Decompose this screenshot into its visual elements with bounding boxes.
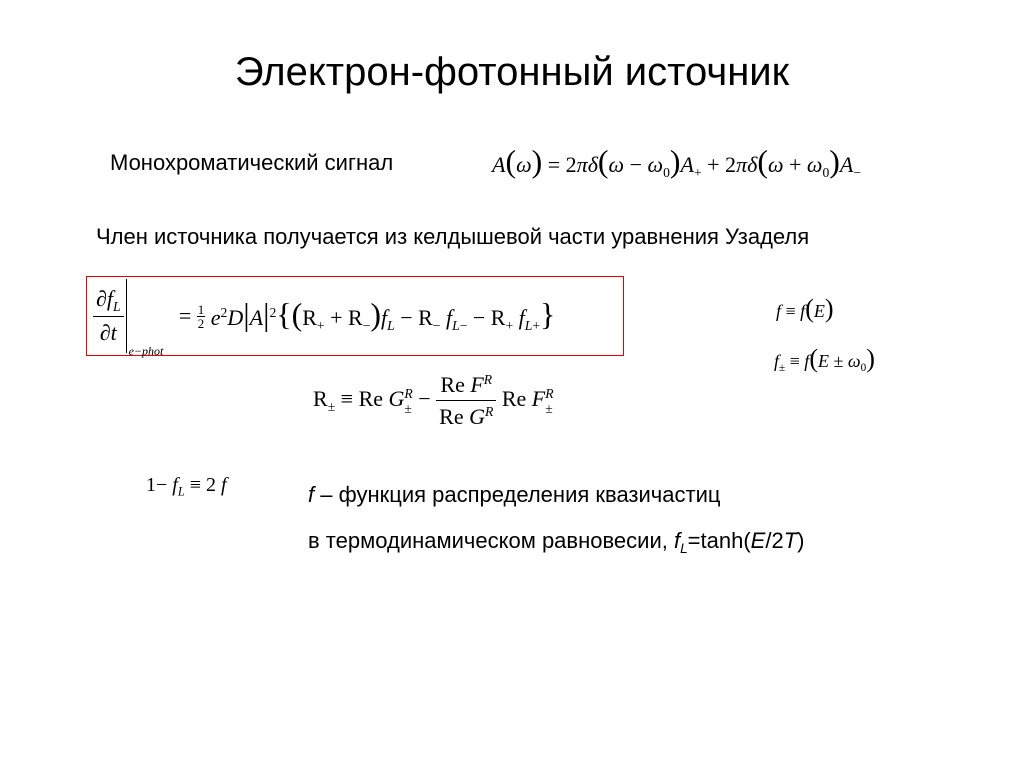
source-term-text: Член источника получается из келдышевой части уравнения Узаделя: [96, 224, 810, 249]
source-term-formula: $\frac{\partial f_L}{\partial t}$ e−phot = $\frac{1}{2}$ $e^2D|A|^2\{(R_+ + R_-)f_L - R_-$ $f_{L-} - R_+$ $f_{L+}$}: [93, 279, 555, 359]
formula-r-pm: $R_\pm \equiv Re$ G R ± − $\frac{Re F^R}{Re G^R}$ Re F R ±: [313, 372, 554, 430]
eq-close: ): [797, 528, 805, 553]
eq-slash: /2: [765, 528, 784, 553]
eq-E: E: [750, 528, 766, 553]
mono-signal-label: Монохроматический сигнал: [110, 150, 394, 175]
eq-mid: =tanh(: [687, 528, 751, 553]
formula-a-omega: $A(\omega) = 2\pi\delta(\omega - \omega_0)A_+ + 2\pi\delta(\omega + \omega_0)A_-$: [492, 144, 862, 180]
eq-T: T: [783, 528, 798, 553]
source-term-formula-box: [86, 276, 624, 359]
f-symbol: f: [308, 482, 315, 507]
distribution-function-desc: – функция распределения квазичастиц: [314, 482, 721, 507]
formula-fl-relation: $1- f_L \equiv 2$ f: [146, 474, 227, 499]
distribution-function-text: [308, 482, 720, 508]
eq-f: f: [673, 528, 681, 553]
eq-sub: L: [680, 540, 688, 556]
equilibrium-text: [308, 528, 805, 556]
formula-f-pm-def: $f_\pm \equiv f(E \pm \omega_0)$: [774, 344, 875, 374]
equilibrium-prefix: в термодинамическом равновесии,: [308, 528, 674, 553]
slide-title: Электрон-фотонный источник: [234, 50, 790, 94]
formula-f-def: f ≡ f(E): [776, 294, 834, 323]
